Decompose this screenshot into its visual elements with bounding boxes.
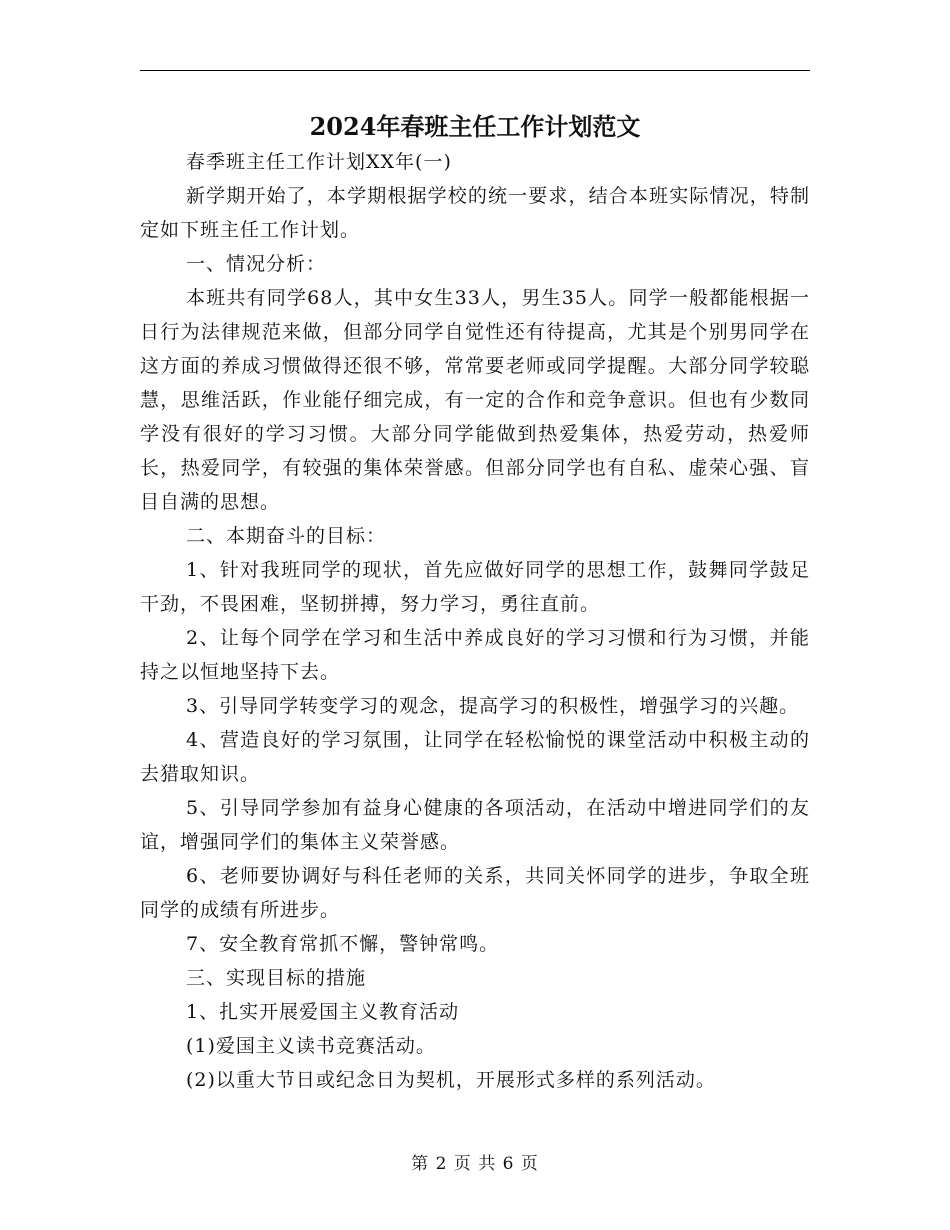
list-item: 2、让每个同学在学习和生活中养成良好的学习习惯和行为习惯，并能持之以恒地坚持下去。: [140, 627, 810, 683]
list-item: 3、引导同学转变学习的观念，提高学习的积极性，增强学习的兴趣。: [186, 695, 800, 717]
section-heading: 一、情况分析：: [186, 253, 327, 275]
paragraph: 新学期开始了，本学期根据学校的统一要求，结合本班实际情况，特制定如下班主任工作计划。: [140, 185, 810, 241]
list-item: 5、引导同学参加有益身心健康的各项活动，在活动中增进同学们的友谊，增强同学们的集体主义荣誉感。: [140, 797, 810, 853]
header-rule: [140, 70, 810, 71]
section-heading: 二、本期奋斗的目标：: [186, 525, 387, 547]
paragraph: 本班共有同学68人，其中女生33人，男生35人。同学一般都能根据一日行为法律规范来做，但部分同学自觉性还有待提高，尤其是个别男同学在这方面的养成习惯做得还很不够，常常要老师或同学提醒。大部分同学较聪慧，思维活跃，作业能仔细完成，有一定的合作和竞争意识。但也有少数同学没有很好的学习习惯。大部分同学能做到热爱集体，热爱劳动，热爱师长，热爱同学，有较强的集体荣誉感。但部分同学也有自私、虚荣心强、盲目自满的思想。: [140, 287, 810, 513]
list-item: (2)以重大节日或纪念日为契机，开展形式多样的系列活动。: [186, 1069, 716, 1091]
list-item: 1、针对我班同学的现状，首先应做好同学的思想工作，鼓舞同学鼓足干劲，不畏困难，坚韧拼搏，努力学习，勇往直前。: [140, 559, 810, 615]
document-body: [140, 145, 810, 1097]
document-title: 2024年春班主任工作计划范文: [309, 112, 641, 141]
list-item: (1)爱国主义读书竞赛活动。: [186, 1035, 436, 1057]
list-item: 6、老师要协调好与科任老师的关系，共同关怀同学的进步，争取全班同学的成绩有所进步。: [140, 865, 810, 921]
list-item: 4、营造良好的学习氛围，让同学在轻松愉悦的课堂活动中积极主动的去猎取知识。: [140, 729, 810, 785]
page-number: 第 2 页 共 6 页: [411, 1154, 539, 1174]
document-subtitle: 春季班主任工作计划XX年(一): [186, 151, 452, 173]
section-heading: 三、实现目标的措施: [186, 967, 367, 989]
list-item: 1、扎实开展爱国主义教育活动: [186, 1001, 460, 1023]
list-item: 7、安全教育常抓不懈，警钟常鸣。: [186, 933, 500, 955]
